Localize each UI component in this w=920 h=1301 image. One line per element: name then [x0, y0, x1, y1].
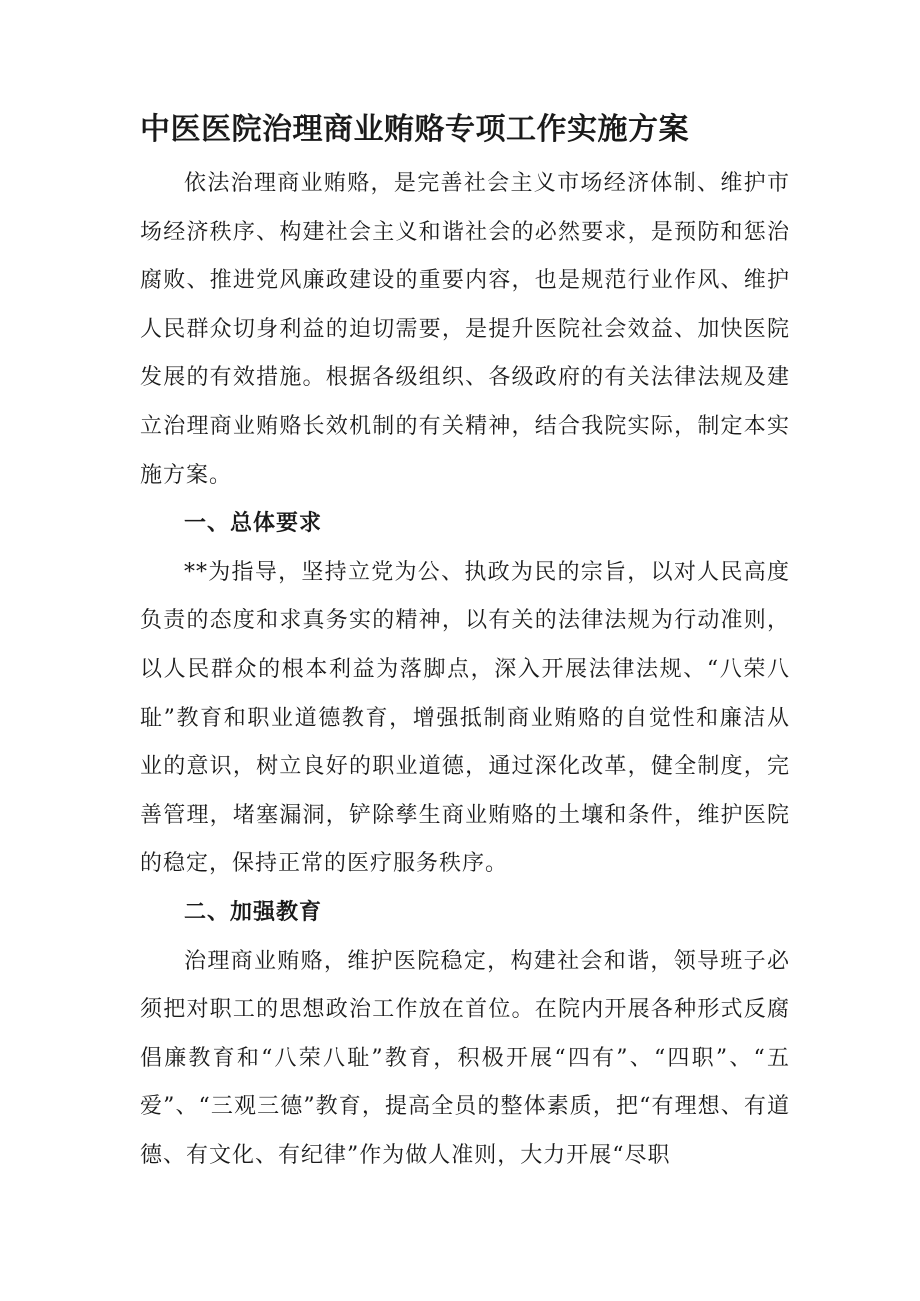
document-body: [140, 160, 790, 1180]
section-heading-strengthen-education: 二、加强教育: [184, 899, 323, 925]
document-title: 中医医院治理商业贿赂专项工作实施方案: [140, 112, 689, 147]
section-paragraph-strengthen-education: 治理商业贿赂，维护医院稳定，构建社会和谐，领导班子必须把对职工的思想政治工作放在首位。在院内开展各种形式反腐倡廉教育和“八荣八耻”教育，积极开展“四有”、“四职”、“五爱”、“三观三德”教育，提高全员的整体素质，把“有理想、有道德、有文化、有纪律”作为做人准则，大力开展“尽职: [140, 948, 790, 1168]
section-paragraph-general-requirements: **为指导，坚持立党为公、执政为民的宗旨，以对人民高度负责的态度和求真务实的精神，以有关的法律法规为行动准则，以人民群众的根本利益为落脚点，深入开展法律法规、“八荣八耻”教育和职业道德教育，增强抵制商业贿赂的自觉性和廉洁从业的意识，树立良好的职业道德，通过深化改革，健全制度，完善管理，堵塞漏洞，铲除孳生商业贿赂的土壤和条件，维护医院的稳定，保持正常的医疗服务秩序。: [140, 559, 790, 877]
section-heading-general-requirements: 一、总体要求: [184, 511, 323, 537]
intro-paragraph: 依法治理商业贿赂，是完善社会主义市场经济体制、维护市场经济秩序、构建社会主义和谐社会的必然要求，是预防和惩治腐败、推进党风廉政建设的重要内容，也是规范行业作风、维护人民群众切身利益的迫切需要，是提升医院社会效益、加快医院发展的有效措施。根据各级组织、各级政府的有关法律法规及建立治理商业贿赂长效机制的有关精神，结合我院实际，制定本实施方案。: [140, 171, 790, 488]
